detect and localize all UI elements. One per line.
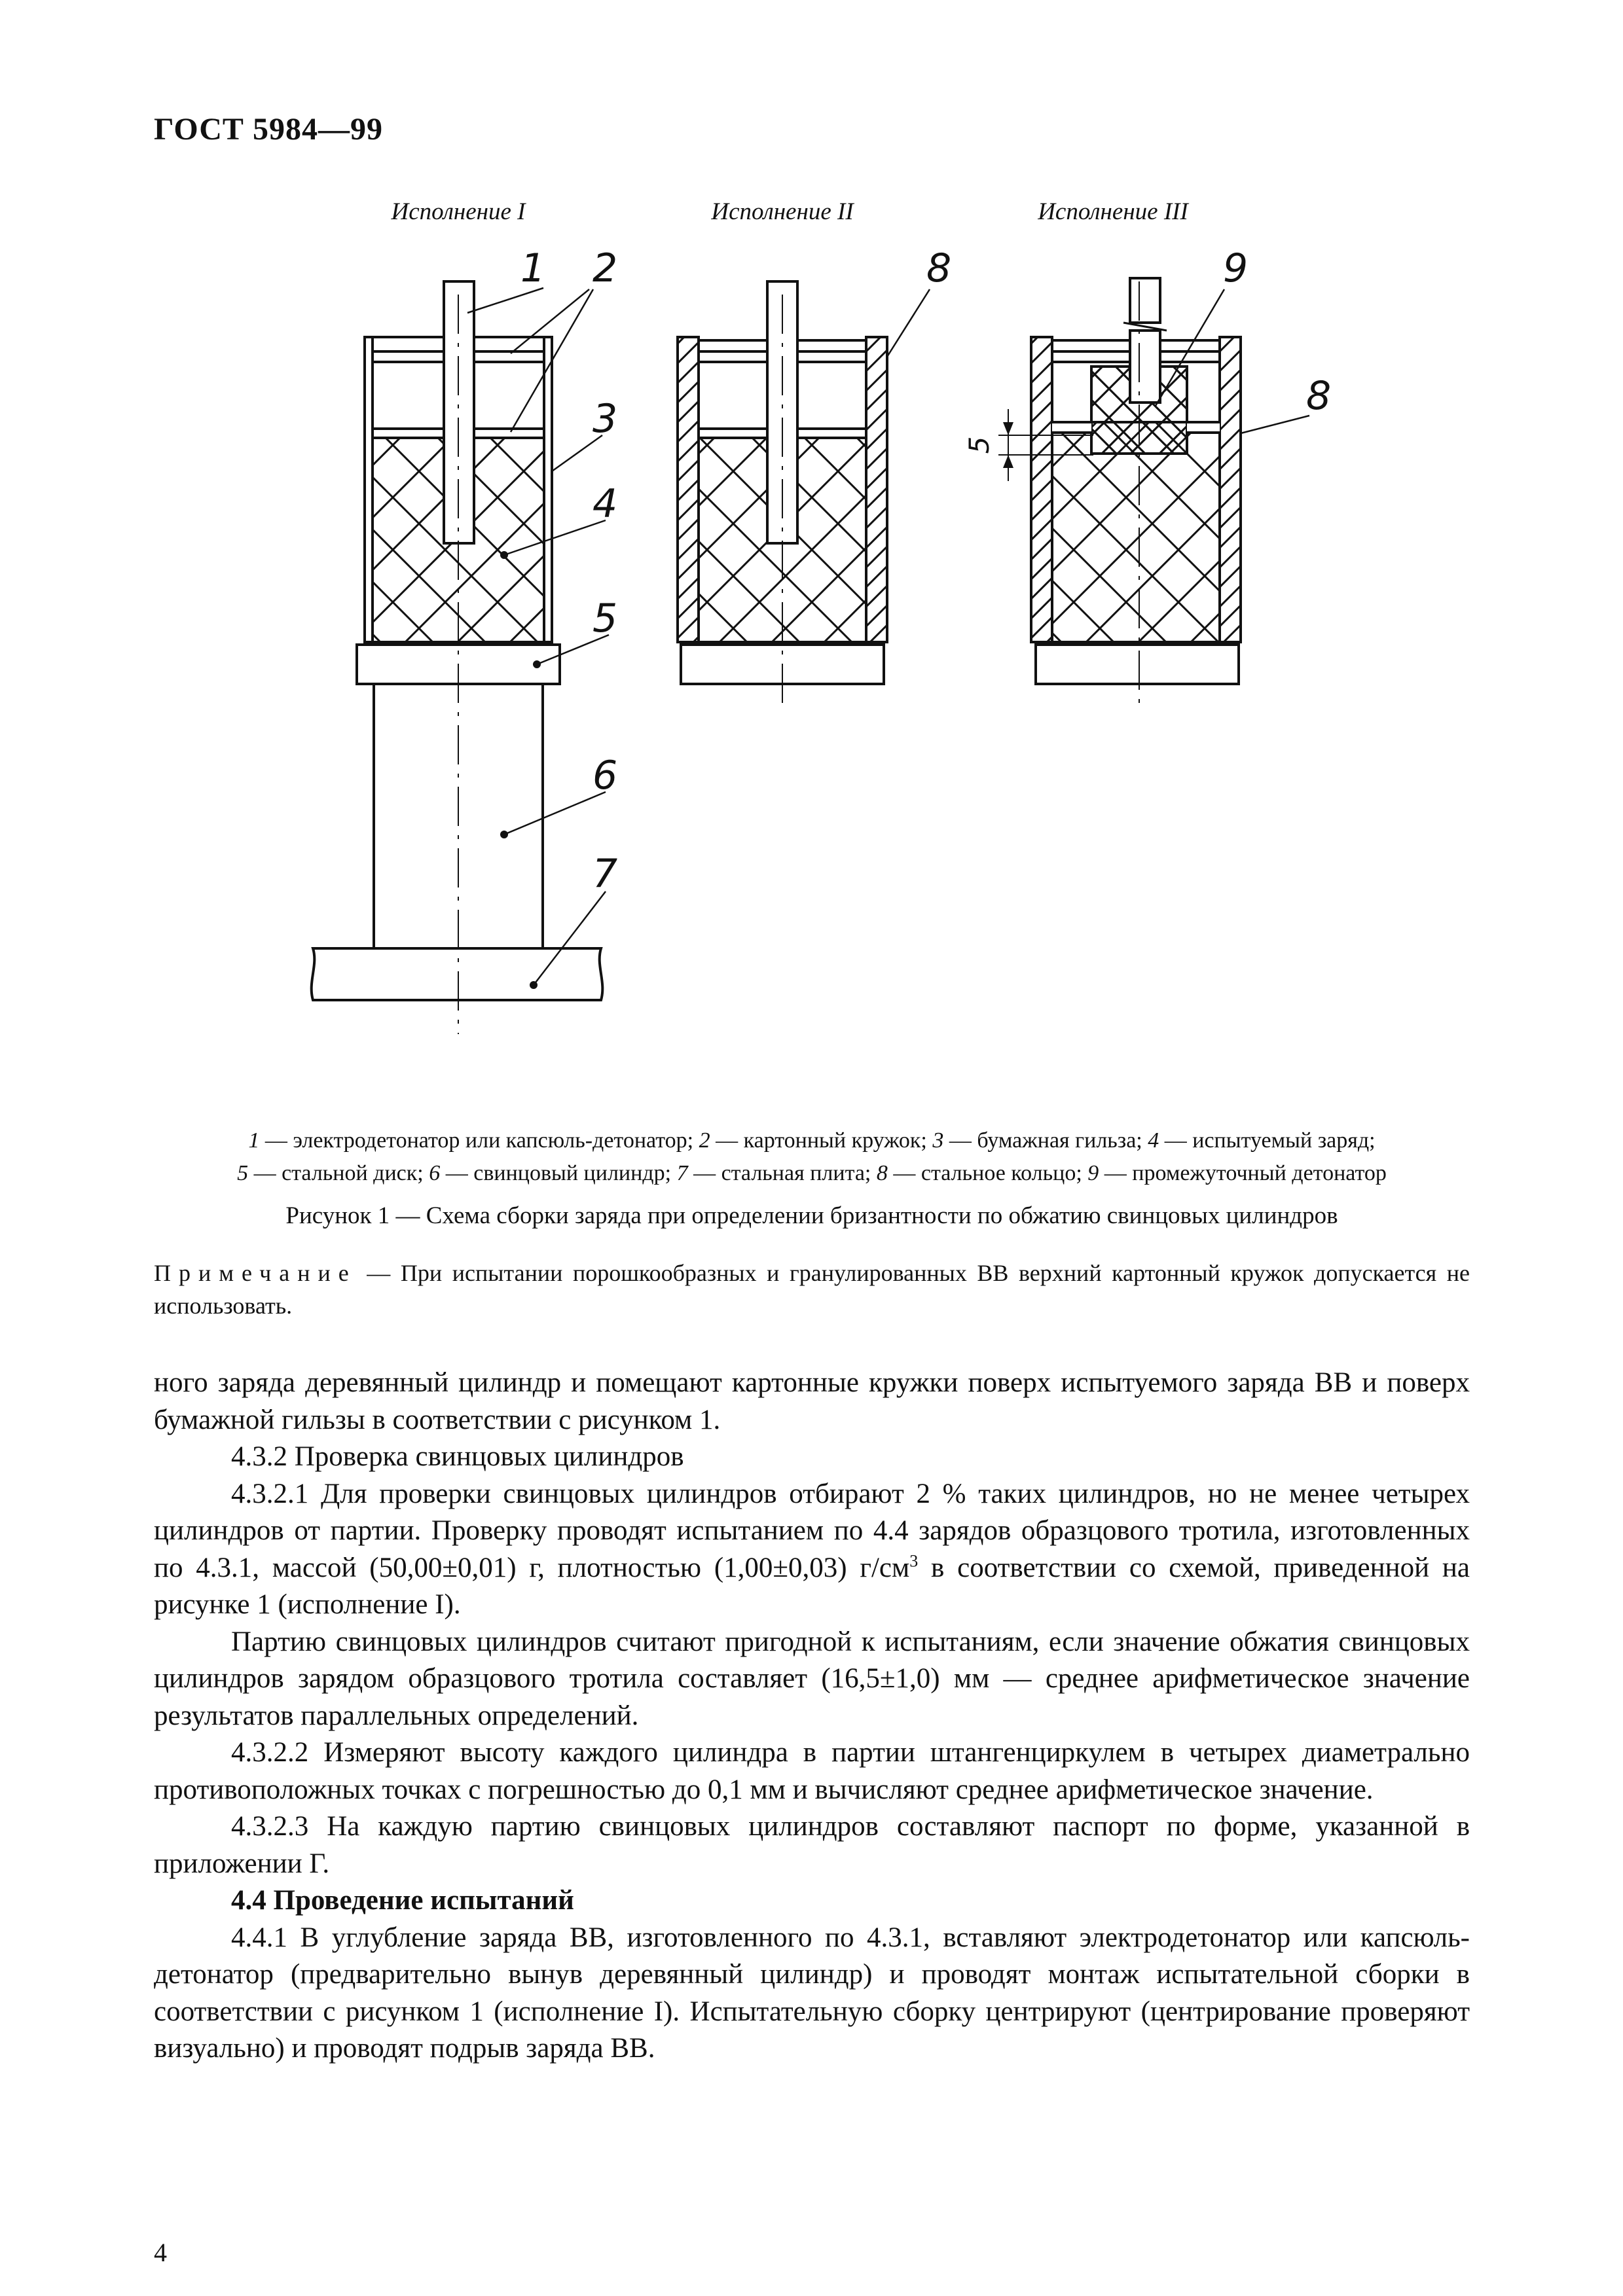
note-label: Примечание <box>154 1260 357 1286</box>
main-text <box>154 1365 1470 2068</box>
callout-7: 7 <box>593 851 618 897</box>
document-header: ГОСТ 5984—99 <box>154 112 383 147</box>
paragraph: 4.3.2.1 Для проверки свинцовых цилиндров отбирают 2 % таких цилиндров, но не менее четырех цилиндров от партии. Проверку проводят испытанием по 4.4 зарядов образцового тротила, изготовленных по 4.3.1, массой (50,00±0,01) г, плотностью (1,00±0,03) $г/см^3$ в соответствии со схемой, приведенной на рисунке 1 (исполнение I). <box>154 1478 1470 1620</box>
version-label-1: Исполнение I <box>391 198 526 225</box>
callout-4: 4 <box>593 481 618 527</box>
figure-legend <box>154 1124 1470 1190</box>
version-label-2: Исполнение II <box>711 198 854 225</box>
figure-note <box>154 1257 1470 1322</box>
callout-9: 9 <box>1223 245 1249 291</box>
note-text: — При испытании порошкообразных и гранулированных ВВ верхний картонный кружок допускается не использовать. <box>154 1260 1470 1319</box>
paragraph: Партию свинцовых цилиндров считают пригодной к испытаниям, если значение обжатия свинцовых цилиндров зарядом образцового тротила составляет (16,5±1,0) мм — среднее арифметическое значение результатов параллельных определений. <box>154 1626 1470 1731</box>
legend-line-2: 5 — стальной диск; 6 — свинцовый цилиндр; 7 — стальная плита; 8 — стальное кольцо; 9 — промежуточный детонатор <box>237 1161 1387 1185</box>
callout-2: 2 <box>593 245 618 291</box>
page-number: 4 <box>154 2238 167 2267</box>
legend-line-1: 1 — электродетонатор или капсюль-детонатор; 2 — картонный кружок; 3 — бумажная гильза; 4 — испытуемый заряд; <box>248 1128 1376 1153</box>
dimension-label: 5 <box>963 436 995 454</box>
callout-8-version-2: 8 <box>926 245 952 291</box>
section-heading: 4.3.2 Проверка свинцовых цилиндров <box>231 1441 684 1472</box>
figure-title: Рисунок 1 — Схема сборки заряда при определении бризантности по обжатию свинцовых цилиндров <box>285 1202 1338 1229</box>
callout-6: 6 <box>593 753 618 798</box>
paragraph: 4.4.1 В углубление заряда ВВ, изготовленного по 4.3.1, вставляют электродетонатор или капсюль-детонатор (предварительно вынув деревянный цилиндр) и проводят монтаж испытательной сборки в соответствии с рисунком 1 (исполнение I). Испытательную сборку центрируют (центрирование проверяют визуально) и проводят подрыв заряда ВВ. <box>154 1922 1470 2064</box>
assembly-diagram <box>0 0 1623 1126</box>
section-heading: 4.4 Проведение испытаний <box>231 1885 574 1916</box>
callout-1: 1 <box>520 245 546 291</box>
paragraph: 4.3.2.2 Измеряют высоту каждого цилиндра в партии штангенциркулем в четырех диаметрально противоположных точках с погрешностью до 0,1 мм и вычисляют среднее арифметическое значение. <box>154 1737 1470 1805</box>
callout-3: 3 <box>593 396 618 442</box>
paragraph: 4.3.2.3 На каждую партию свинцовых цилиндров составляют паспорт по форме, указанной в приложении Г. <box>154 1811 1470 1879</box>
version-label-3: Исполнение III <box>1038 198 1188 225</box>
callout-5: 5 <box>593 596 618 641</box>
paragraph: ного заряда деревянный цилиндр и помещают картонные кружки поверх испытуемого заряда ВВ и поверх бумажной гильзы в соответствии с рисунком 1. <box>154 1367 1470 1435</box>
callout-8-version-3: 8 <box>1306 373 1332 419</box>
